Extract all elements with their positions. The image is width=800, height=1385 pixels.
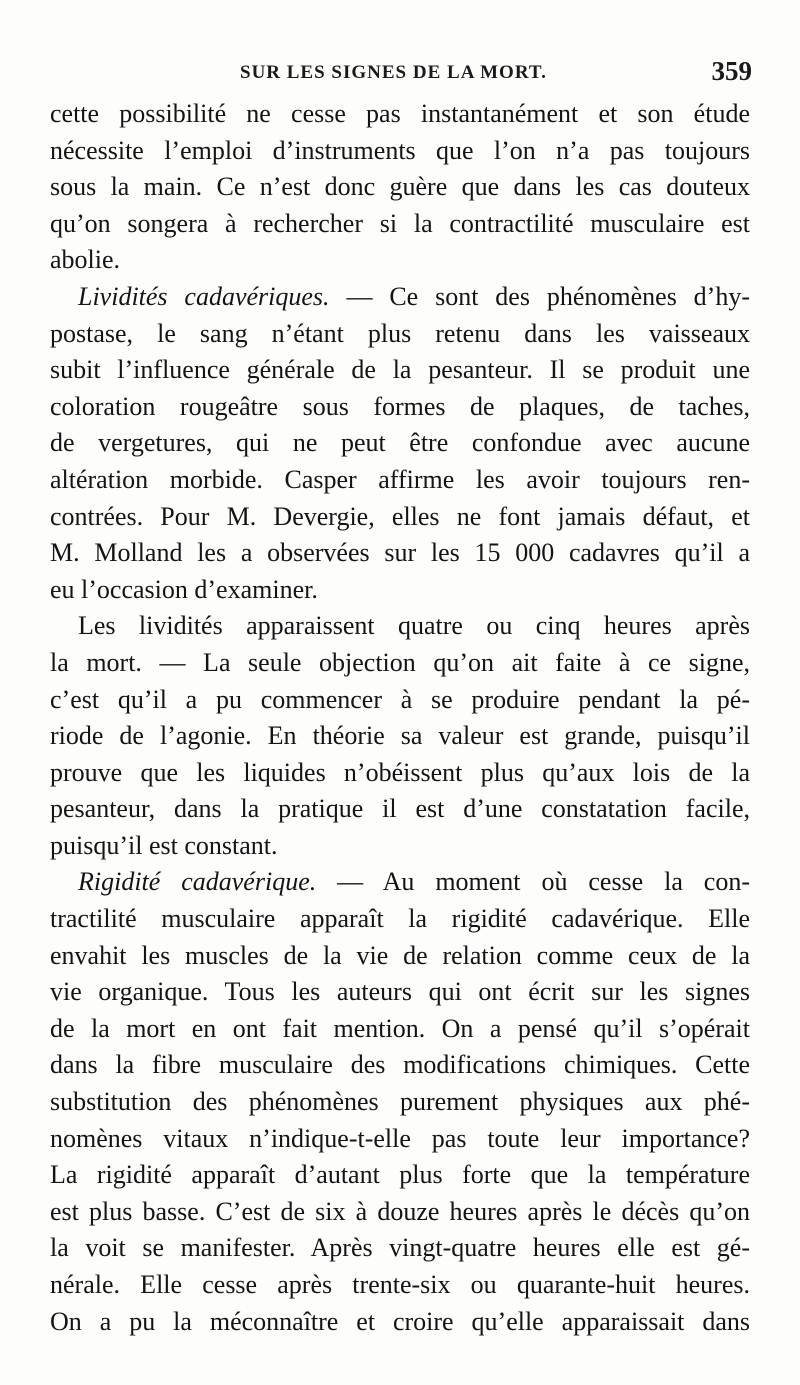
text-line: pesanteur, dans la pratique il est d’une constatation facile, <box>50 794 750 824</box>
text-line-continuation: — Au moment où cesse la con- <box>337 867 750 897</box>
text-line: M. Molland les a observées sur les 15 000 cadavres qu’il a <box>50 538 750 568</box>
text-line: vie organique. Tous les auteurs qui ont écrit sur les signes <box>50 977 750 1007</box>
text-line: On a pu la méconnaître et croire qu’elle apparaissait dans <box>50 1306 750 1336</box>
text-line: subit l’influence générale de la pesanteur. Il se produit une <box>50 355 750 385</box>
text-line: puisqu’il est constant. <box>50 830 278 860</box>
text-line: prouve que les liquides n’obéissent plus qu’aux lois de la <box>50 757 750 787</box>
text-line: postase, le sang n’étant plus retenu dans les vaisseaux <box>50 318 750 348</box>
section-heading-lividites: Lividités cadavériques. <box>78 281 330 311</box>
text-line: de la mort en ont fait mention. On a pensé qu’il s’opérait <box>50 1013 750 1043</box>
body-text <box>50 96 750 1340</box>
text-line: qu’on songera à rechercher si la contractilité musculaire est <box>50 208 750 238</box>
text-line: nérale. Elle cesse après trente-six ou quarante-huit heures. <box>50 1270 750 1299</box>
text-line: abolie. <box>50 245 121 275</box>
text-line: substitution des phénomènes purement physiques aux phé- <box>50 1087 750 1117</box>
text-line: eu l’occasion d’examiner. <box>50 574 318 604</box>
text-line-with-heading <box>50 864 750 901</box>
text-line: de vergetures, qui ne peut être confondue avec aucune <box>50 428 750 458</box>
text-line: coloration rougeâtre sous formes de plaques, de taches, <box>50 391 750 421</box>
text-line: c’est qu’il a pu commencer à se produire pendant la pé- <box>50 684 750 714</box>
text-line: La rigidité apparaît d’autant plus forte que la température <box>50 1160 750 1190</box>
text-line: nécessite l’emploi d’instruments que l’on n’a pas toujours <box>50 135 750 165</box>
running-head: SUR LES SIGNES DE LA MORT. <box>240 62 547 83</box>
text-line: altération morbide. Casper affirme les avoir toujours ren- <box>50 464 750 494</box>
page-number: 359 <box>711 56 752 86</box>
text-line: cette possibilité ne cesse pas instantanément et son étude <box>50 99 750 128</box>
text-line: la mort. — La seule objection qu’on ait faite à ce signe, <box>50 647 750 677</box>
section-heading-rigidite: Rigidité cadavérique. <box>78 867 317 897</box>
text-line: riode de l’agonie. En théorie sa valeur est grande, puisqu’il <box>50 721 750 751</box>
text-line: contrées. Pour M. Devergie, elles ne font jamais défaut, et <box>50 501 750 531</box>
text-line: sous la main. Ce n’est donc guère que dans les cas douteux <box>50 172 750 202</box>
text-line: envahit les muscles de la vie de relation comme ceux de la <box>50 940 750 970</box>
text-line: tractilité musculaire apparaît la rigidité cadavérique. Elle <box>50 904 750 934</box>
text-line: nomènes vitaux n’indique-t-elle pas toute leur importance? <box>50 1123 750 1153</box>
page-header <box>50 56 752 96</box>
text-line-continuation: — Ce sont des phénomènes d’hy- <box>346 281 750 311</box>
text-line: est plus basse. C’est de six à douze heures après le décès qu’on <box>50 1196 750 1226</box>
text-line: Les lividités apparaissent quatre ou cinq heures après <box>78 611 750 641</box>
text-line-with-heading <box>50 279 750 316</box>
text-line: dans la fibre musculaire des modifications chimiques. Cette <box>50 1050 750 1080</box>
text-line: la voit se manifester. Après vingt-quatre heures elle est gé- <box>50 1233 750 1263</box>
